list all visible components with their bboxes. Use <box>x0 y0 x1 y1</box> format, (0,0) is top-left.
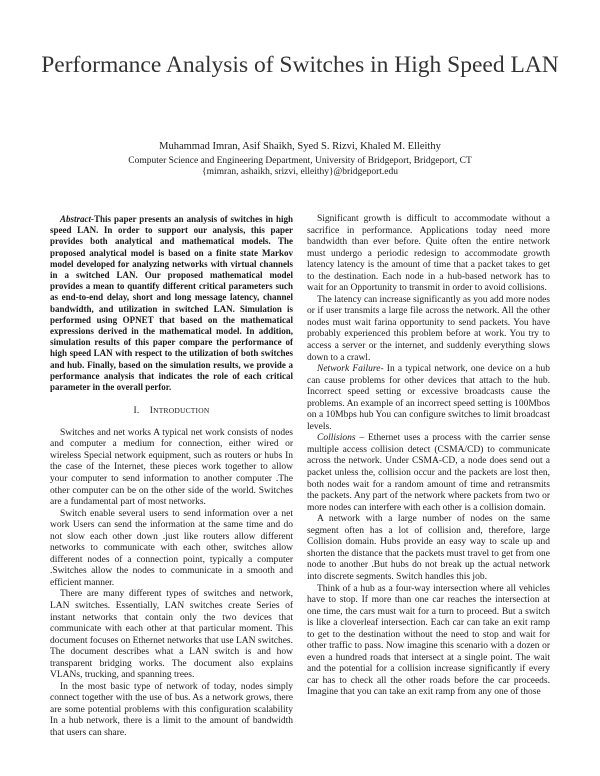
section-title-rest: NTRODUCTION <box>153 406 210 416</box>
intro-paragraph-2: Switch enable several users to send information over a net work Users can send the information at the same time and do not slow each other down .just like routers allow different networks to communicate with each other, switches allow different nodes of a connection point, typically a computer .Switches allow the nodes to communicate in a smooth and efficient manner. <box>50 508 293 588</box>
abstract-text: This paper presents an analysis of switches in high speed LAN. In order to support our analysis, this paper provides both analytical and mathematical models. The proposed analytical model is based on a finite state Markov model developed for analyzing networks with virtual channels in a switched LAN. Our proposed mathematical model provides a mean to quantify different critical parameters such as end-to-end delay, short and long message latency, channel bandwidth, and utilization in switched LAN. Simulation is performed using OPNET that based on the mathematical expressions derived in the mathematical model. In addition, simulation results of this paper compare the performance of high speed LAN with respect to the utilization of both switches and hub. Finally, based on the simulation results, we provide a performance analysis that indicates the role of each critical parameter in the overall perfor. <box>50 214 293 393</box>
body-paragraph-intersection: Think of a hub as a four-way intersection where all vehicles have to stop. If more than one car reaches the intersection at one time, the cars must wait for a turn to proceed. But a switch is like a cloverleaf intersection. Each car can take an exit ramp to get to the destination without the need to stop and wait for other traffic to pass. Now imagine this scenario with a dozen or even a hundred roads that intersect at a single point. The wait and the potential for a collision increase significantly if every car has to check all the other roads before the car proceeds. Imagine that you can take an exit ramp from any one of those <box>307 583 550 698</box>
paper-title: Performance Analysis of Switches in High Speed LAN <box>41 52 559 78</box>
body-paragraph-latency: The latency can increase significantly as you add more nodes or if user transmits a large file across the network. All the other nodes must wait farina opportunity to send packets. You have probably experienced this problem before at work. You try to access a server or the internet, and suddenly everything slows down to a crawl. <box>307 294 550 363</box>
author-emails: {mimran, ashaikh, srizvi, elleithy}@bridgeport.edu <box>202 167 398 177</box>
intro-paragraph-1: Switches and net works A typical net work consists of nodes and computer a medium for connection, either wired or wireless Special network equipment, such as routers or hubs In the case of the Internet, these pieces work together to allow your computer to send information to another computer .The other computer can be on the other side of the world. Switches are a fundamental part of most networks. <box>50 427 293 508</box>
right-column <box>307 214 550 699</box>
affiliation: Computer Science and Engineering Department, University of Bridgeport, Bridgeport, CT <box>128 156 472 166</box>
collisions-label: Collisions <box>317 433 356 444</box>
intro-paragraph-3: There are many different types of switches and network, LAN switches. Essentially, LAN switches create Series of instant networks that contain only the two devices that communicate with each other at that particular moment. This document focuses on Ethernet networks that use LAN switches. The document describes what a LAN switch is and how transparent bridging works. The document also explains VLANs, trucking, and spanning trees. <box>50 589 293 681</box>
section-heading-introduction <box>50 405 293 418</box>
body-paragraph-network-failure <box>307 364 550 433</box>
left-column <box>50 214 293 740</box>
body-paragraph-collisions <box>307 433 550 514</box>
network-failure-label: Network Failure- <box>317 364 384 375</box>
section-initial: I <box>149 406 154 417</box>
body-paragraph-collision-domain: A network with a large number of nodes on the same segment often has a lot of collision and, therefore, large Collision domain. Hubs provide an easy way to scale up and shorten the distance that the packets must travel to get from one node to another .But hubs do not break up the actual network into discrete segments. Switch handles this job. <box>307 514 550 582</box>
section-number: I. <box>133 406 140 417</box>
body-paragraph-growth: Significant growth is difficult to accommodate without a sacrifice in performance. Applications today need more bandwidth than ever before. Quite often the entire network must undergo a periodic redesign to accommodate growth latency latency is the amount of time that a packet takes to get to the destination. Each node in a hub-based network has to wait for an Opportunity to transmit in order to avoid collisions. <box>307 214 550 294</box>
intro-paragraph-4: In the most basic type of network of today, nodes simply connect together with the use of bus. As a network grows, there are some potential problems with this configuration scalability In a hub network, there is a limit to the amount of bandwidth that users can share. <box>50 681 293 739</box>
abstract-label: Abstract- <box>60 214 95 224</box>
network-failure-text: In a typical network, one device on a hub can cause problems for other devices that attach to the hub. Incorrect speed setting or excessive broadcasts cause the problems. An example of an incorrect speed setting is 100Mbos on a 10Mbps hub You can configure switches to limit broadcast levels. <box>307 364 550 432</box>
author-list: Muhammad Imran, Asif Shaikh, Syed S. Rizvi, Khaled M. Elleithy <box>159 141 441 152</box>
collisions-text: – Ethernet uses a process with the carrier sense multiple access collision detect (CSMA/CD) to communicate across the network. Under CSMA-CD, a node does send out a packet unless the, collision occur and the packets are lost then, both nodes wait for a random amount of time and retransmits the packets. Any part of the network where packets from two or more nodes can interfere with each other is a collision domain. <box>307 433 550 513</box>
abstract <box>50 214 293 393</box>
